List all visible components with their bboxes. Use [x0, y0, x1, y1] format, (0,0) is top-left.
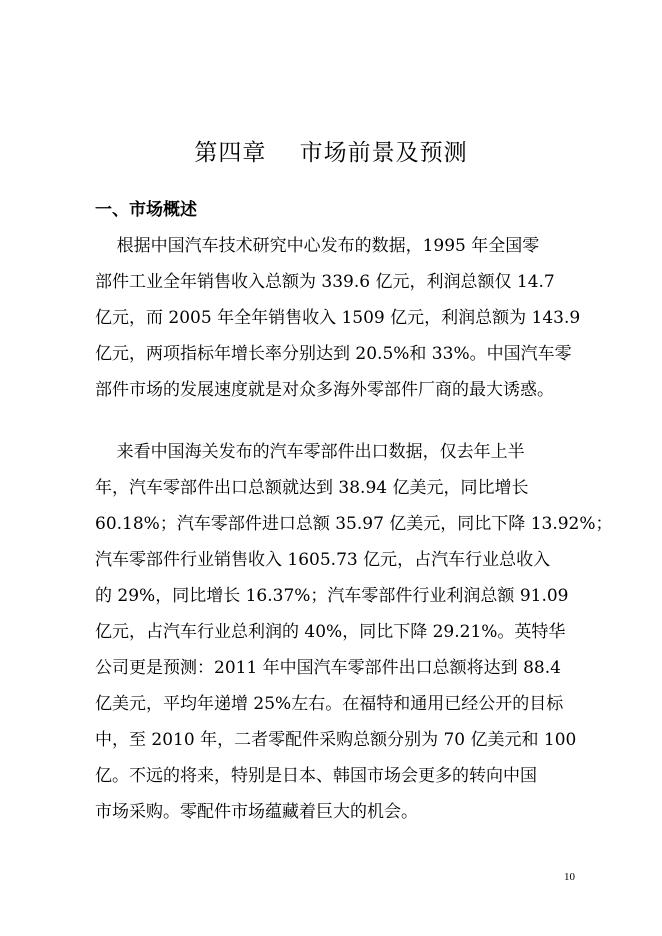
paragraph-line: 市场采购。零配件市场蕴藏着巨大的机会。	[95, 802, 418, 822]
paragraph-line: 亿美元，平均年递增 25%左右。在福特和通用已经公开的目标	[95, 694, 564, 714]
paragraph-line: 亿。不远的将来，特别是日本、韩国市场会更多的转向中国	[95, 766, 537, 786]
paragraph-line: 60.18%；汽车零部件进口总额 35.97 亿美元，同比下降 13.92%；	[95, 514, 613, 534]
paragraph-line: 亿元，而 2005 年全年销售收入 1509 亿元，利润总额为 143.9	[95, 308, 581, 328]
paragraph-line: 汽车零部件行业销售收入 1605.73 亿元，占汽车行业总收入	[95, 550, 551, 570]
paragraph-line: 来看中国海关发布的汽车零部件出口数据，仅去年上半	[95, 442, 525, 462]
paragraph-line: 亿元，两项指标年增长率分别达到 20.5%和 33%。中国汽车零	[95, 344, 572, 364]
chapter-title: 第四章 市场前景及预测	[194, 140, 468, 166]
paragraph-line: 年，汽车零部件出口总额就达到 38.94 亿美元，同比增长	[95, 478, 529, 498]
paragraph-line: 部件工业全年销售收入总额为 339.6 亿元，利润总额仅 14.7	[95, 272, 555, 292]
section-heading: 一、市场概述	[95, 200, 197, 220]
paragraph-line: 部件市场的发展速度就是对众多海外零部件厂商的最大诱惑。	[95, 380, 554, 400]
paragraph-line: 公司更是预测：2011 年中国汽车零部件出口总额将达到 88.4	[95, 658, 561, 678]
paragraph-line: 中，至 2010 年，二者零配件采购总额分别为 70 亿美元和 100	[95, 730, 577, 750]
paragraph-line: 亿元，占汽车行业总利润的 40%，同比下降 29.21%。英特华	[95, 622, 566, 642]
page-number: 10	[564, 871, 575, 883]
paragraph-line: 的 29%，同比增长 16.37%；汽车零部件行业利润总额 91.09	[95, 586, 569, 606]
paragraph-line: 根据中国汽车技术研究中心发布的数据，1995 年全国零	[95, 236, 540, 256]
